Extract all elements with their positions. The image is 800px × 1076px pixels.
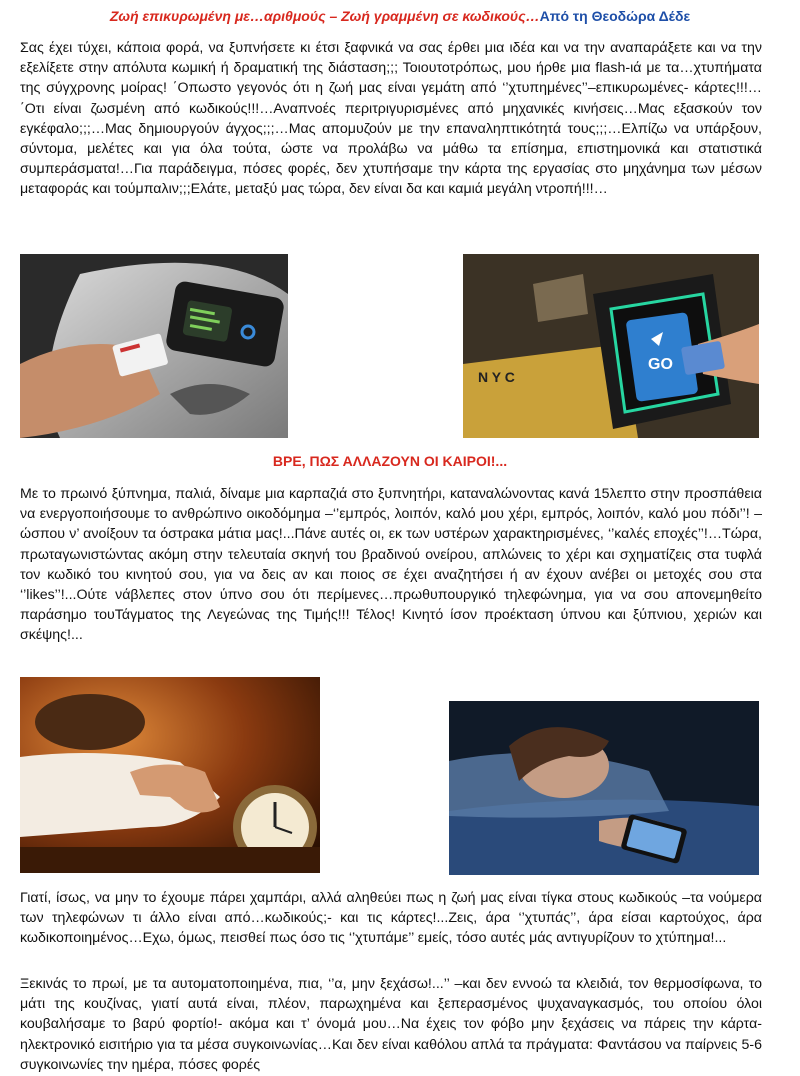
nyc-letters: N Y C — [478, 369, 515, 385]
photo-alarm-clock — [20, 677, 320, 873]
article-title — [0, 8, 800, 24]
title-author: Από τη Θεοδώρα Δέδε — [539, 8, 691, 24]
paragraph-codes: Γιατί, ίσως, να μην το έχουμε πάρει χαμπάρι, αλλά αληθεύει πως η ζωή μας είναι τίγκα στους κωδικούς –τα νούμερα των τηλεφώνων τι άλλο είναι από…κωδικούς;- και τις κάρτες!...Ζεις, άρα ‘’χτυπάς’’, άρα είσαι καρτούχος, άρα κωδικοποιημένος…Εχω, όμως, πεισθεί πως όσο τις ‘’χτυπάμε’’ εμείς, τόσο αυτές μάς αντιγυρίζουν το χτύπημα!... — [20, 890, 762, 947]
photo-nyc-go-reader — [463, 254, 759, 438]
paragraph-intro: Σας έχει τύχει, κάποια φορά, να ξυπνήσετε κι έτσι ξαφνικά να σας έρθει μια ιδέα και να την αναπαράξετε και να την εξελίξετε στην απόλυτα κωμική ή δραματική της διάσταση;;; Τοιουτοτρόπως, μου ήρθε μια flash-ιά με τα…χτυπήματα της σύγχρονης μοίρας! ΄Οπωστο γεγονός ότι η ζωή μας είναι γεμάτη από ‘’χτυπημένες’’–επικυρωμένες- κάρτες!!!…΄Οτι είναι ζωσμένη από κωδικούς!!!…Αναπνοές περιτριγυρισμένες από μηχανικές κινήσεις…Μας εξασκούν τον εγκέφαλο;;;…Μας δημιουργούν άγχος;;;…Μας απομυζούν με την επαναληπτικότητά τους;;;…Ελπίζω να υπάρξουν, σύντομα, μελέτες και για όλα τούτα, ώστε να προλάβω να μάθω τα επίσημα, επιστημονικά και στατιστικά συμπεράσματα!…Για παράδειγμα, πόσες φορές, δεν χτυπήσαμε την κάρτα της εργασίας στο μηχάνημα των μέσων μεταφοράς και τούμπαλιν;;;Ελάτε, μεταξύ μας τώρα, δεν είναι δα και καμιά μεγάλη ντροπή!!!… — [20, 40, 762, 198]
go-label: GO — [648, 356, 673, 373]
paragraph-morning: Ξεκινάς το πρωί, με τα αυτοματοποιημένα, πια, ‘’α, μην ξεχάσω!...’’ –και δεν εννοώ τα κλειδιά, τον θερμοσίφωνα, το μάτι της κουζίνας, γιατί αυτά είναι, πλέον, παρωχημένα και ξεπερασμένος ψυχαναγκασμός, του οποίου όλοι κουβαλήσαμε το βαρύ φορτίο!- ακόμα και τ’ όνομά μου…Να έχεις τον φόβο μην ξεχάσεις να πάρεις την κάρτα-ηλεκτρονικό εισιτήριο για τα μέσα συγκοινωνίας…Και δεν είναι καθόλου απλά τα πράγματα: Φαντάσου να παίρνεις 5-6 συγκοινωνίες την ημέρα, πόσες φορές — [20, 976, 762, 1073]
photo-woman-phone-bed — [449, 701, 759, 875]
paragraph-wakeup: Με το πρωινό ξύπνημα, παλιά, δίναμε μια καρπαζιά στο ξυπνητήρι, καταναλώνοντας κανά 15λεπτο στην προσπάθεια να ενεργοποιήσουμε το ανθρώπινο οικοδόμημα –‘’εμπρός, λοιπόν, καλό μου χέρι, εμπρός, λοιπόν, καλό μου πόδι’’! – ώσπου ν’ ανοίξουν τα όστρακα μάτια μας!...Πάνε αυτές οι, εκ των υστέρων χαρακτηρισμένες, ‘’καλές εποχές’’!…Τώρα, πρωταγωνιστώντας ακόμη στην τελευταία σκηνή του βραδινού ονείρου, απλώνεις το χέρι και σχηματίζεις στα τυφλά τον κωδικό του κινητού σου, για να δεις αν και ποιος σε έχει αναζητήσει ή αν έχουν ανέβει οι μετοχές σου στα ‘’likes’’!...Ούτε νάβλεπες στον ύπνο σου ότι περίμενες…πρωθυπουργικό τηλεφώνημα, για να σου απονεμηθείτο παράσημο τουΤάγματος της Λεγεώνας της Τιμής!!! Τέλος! Κινητό ίσον προέκταση ύπνου και ξύπνιου, χεριών και σκέψης!... — [20, 486, 762, 644]
photo-turnstile-card — [20, 254, 288, 438]
section-heading: ΒΡΕ, ΠΩΣ ΑΛΛΑΖΟΥΝ ΟΙ ΚΑΙΡΟΙ!... — [272, 453, 508, 469]
title-main: Ζωή επικυρωμένη με…αριθμούς – Ζωή γραμμένη σε κωδικούς… — [109, 8, 540, 24]
